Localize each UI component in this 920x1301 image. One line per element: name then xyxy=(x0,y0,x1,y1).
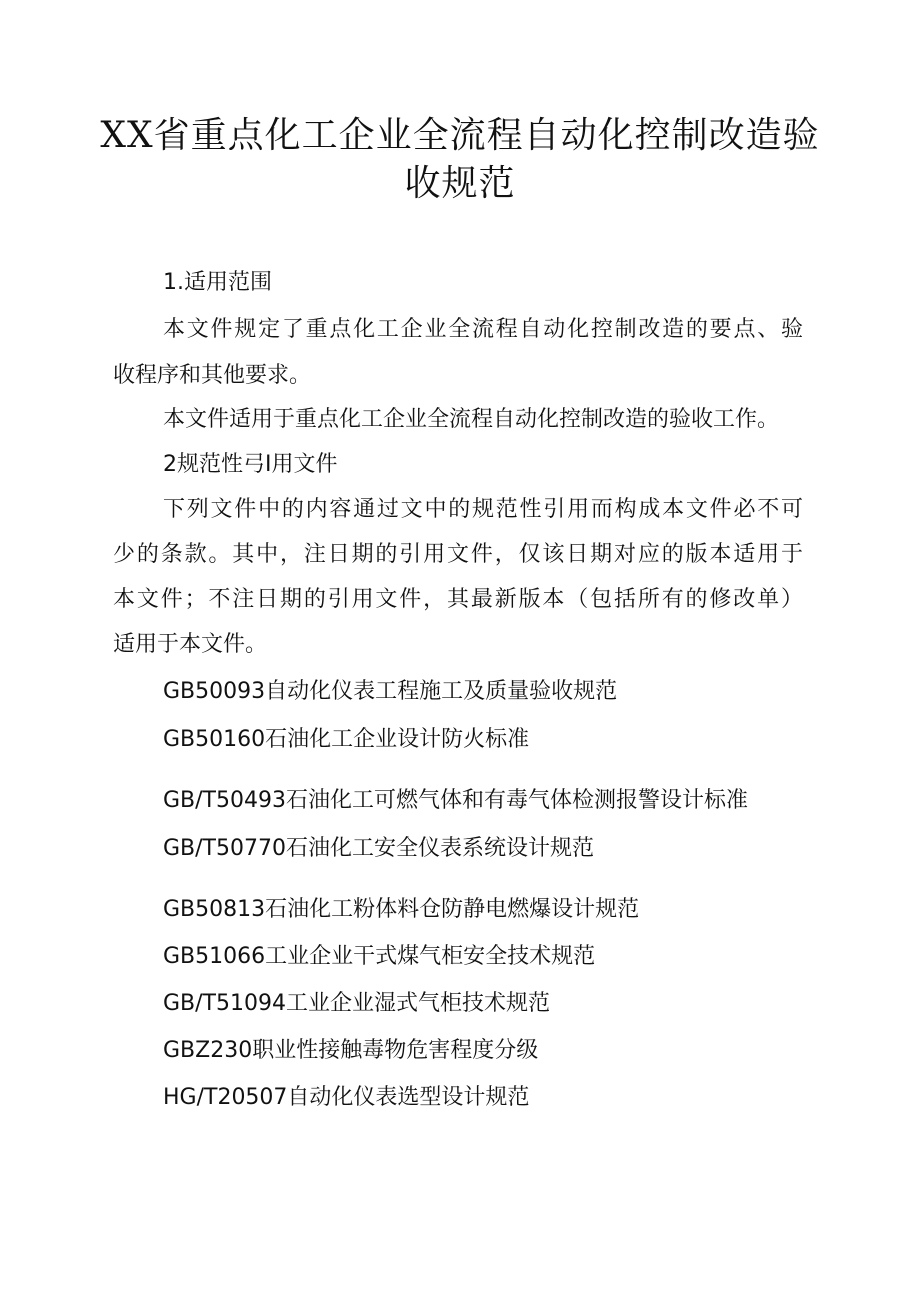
section-2-heading: 2规范性弓I用文件 xyxy=(163,452,338,477)
section-2-paragraph-line-2: 少的条款。其中，注日期的引用文件，仅该日期对应的版本适用于 xyxy=(113,542,803,567)
document-title-line-2: 收规范 xyxy=(404,163,516,204)
reference-item: GB50813石油化工粉体料仓防静电燃爆设计规范 xyxy=(163,897,640,922)
reference-item: GB50093自动化仪表工程施工及质量验收规范 xyxy=(163,679,618,704)
reference-item: GB/T50493石油化工可燃气体和有毒气体检测报警设计标准 xyxy=(163,788,748,813)
reference-item: GB51066工业企业干式煤气柜安全技术规范 xyxy=(163,944,596,969)
reference-item: GBZ230职业性接触毒物危害程度分级 xyxy=(163,1038,539,1063)
document-title-line-1: XX省重点化工企业全流程自动化控制改造验 xyxy=(100,115,820,156)
section-1-paragraph-1-line-1: 本文件规定了重点化工企业全流程自动化控制改造的要点、验 xyxy=(163,317,803,342)
section-2-paragraph-line-4: 适用于本文件。 xyxy=(113,632,268,657)
section-1-heading: 1.适用范围 xyxy=(163,270,272,295)
reference-item: GB50160石油化工企业设计防火标准 xyxy=(163,727,530,752)
reference-item: GB/T50770石油化工安全仪表系统设计规范 xyxy=(163,836,594,861)
section-1-paragraph-1-line-2: 收程序和其他要求。 xyxy=(113,363,312,388)
reference-item: HG/T20507自动化仪表选型设计规范 xyxy=(163,1085,530,1110)
section-2-paragraph-line-3: 本文件；不注日期的引用文件，其最新版本（包括所有的修改单） xyxy=(113,587,803,612)
section-2-paragraph-line-1: 下列文件中的内容通过文中的规范性引用而构成本文件必不可 xyxy=(163,497,803,522)
section-1-paragraph-2: 本文件适用于重点化工企业全流程自动化控制改造的验收工作。 xyxy=(163,407,780,432)
reference-item: GB/T51094工业企业湿式气柜技术规范 xyxy=(163,991,550,1016)
